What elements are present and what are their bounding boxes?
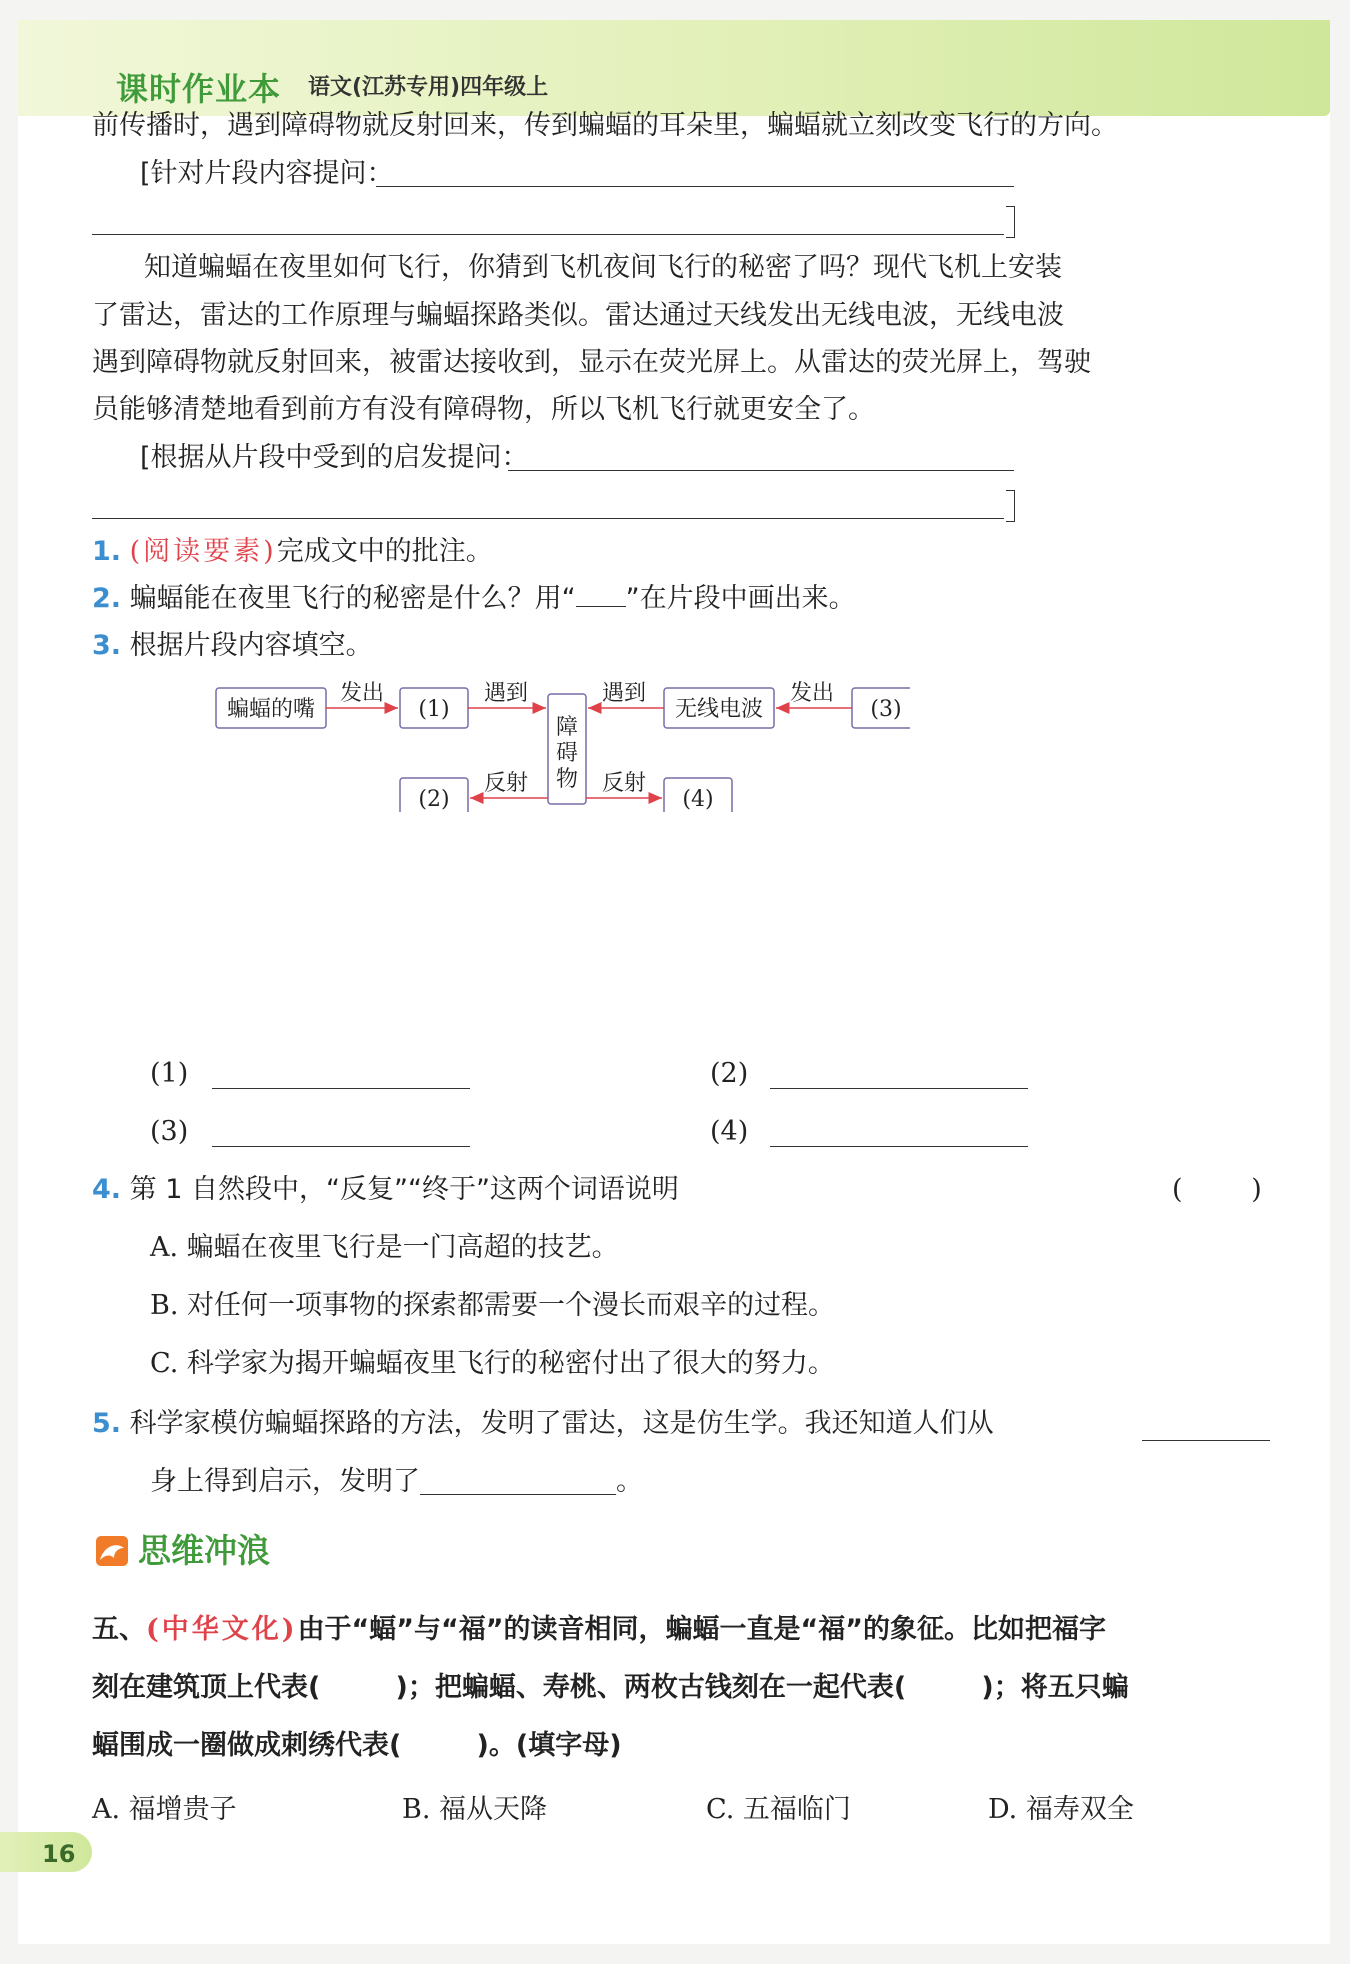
question-text: 。 [616,1466,643,1497]
answer-line-5b[interactable] [420,1468,616,1495]
blank-4-label: (4) [682,787,714,812]
question-number: 5. [92,1408,122,1439]
question-number: 2. [92,583,122,614]
option-d: D. 福寿双全 [988,1794,1134,1825]
bat-mouth-label: 蝙蝠的嘴 [226,697,316,722]
question-number: 3. [92,630,122,661]
answer-label-2: (2) [710,1058,749,1089]
answer-paren[interactable]: ( ) [1172,1174,1262,1205]
wave-icon [96,1536,128,1566]
section-title: 思维冲浪 [138,1531,270,1570]
answer-line[interactable] [376,186,1014,187]
underline-sample [576,586,626,607]
bracket-close [1006,490,1015,522]
question-text: 由于“蝠”与“福”的读音相同，蝙蝠一直是“福”的象征。比如把福字 [297,1614,1107,1645]
question-tag: (阅读要素) [129,536,277,567]
page-number: 16 [42,1840,76,1868]
book-subtitle: 语文(江苏专用)四年级上 [308,75,549,100]
question-text: 根据片段内容填空。 [129,630,373,661]
passage-line: 了雷达，雷达的工作原理与蝙蝠探路类似。雷达通过天线发出无线电波，无线电波 [92,300,1064,331]
question-text: 第 1 自然段中，“反复”“终于”这两个词语说明 [129,1174,679,1205]
answer-line-2[interactable] [770,1088,1028,1089]
answer-line-5a[interactable] [1142,1440,1270,1441]
question-number: 4. [92,1174,122,1205]
question-five-line-1 [92,1616,1106,1643]
passage-line: 知道蝙蝠在夜里如何飞行，你猜到飞机夜间飞行的秘密了吗？现代飞机上安装 [144,252,1062,283]
option-a: A. 福增贵子 [92,1794,237,1825]
passage-line: 遇到障碍物就反射回来，被雷达接收到，显示在荧光屏上。从雷达的荧光屏上，驾驶 [92,347,1091,378]
answer-line[interactable] [92,518,1004,519]
question-number: 五、 [92,1614,146,1645]
question-five-line-2: 刻在建筑顶上代表( )；把蝙蝠、寿桃、两枚古钱刻在一起代表( )；将五只蝙 [92,1672,1129,1703]
question-text: 蝙蝠能在夜里飞行的秘密是什么？用“ [129,583,576,614]
book-title: 课时作业本 [116,70,282,108]
blank-2-label: (2) [418,787,450,812]
question-text: 身上得到启示，发明了 [150,1466,420,1497]
question-3 [92,632,373,659]
answer-label-4: (4) [710,1116,749,1147]
answer-line-1[interactable] [212,1088,470,1089]
option-c: C. 科学家为揭开蝙蝠夜里飞行的秘密付出了很大的努力。 [150,1348,835,1379]
passage-line: 员能够清楚地看到前方有没有障碍物，所以飞机飞行就更安全了。 [92,394,875,425]
question-tag: (中华文化) [146,1614,298,1645]
label-reflect-left: 反射 [483,771,529,796]
question-5-line-2 [150,1468,643,1495]
answer-line-4[interactable] [770,1146,1028,1147]
option-b: B. 福从天降 [402,1794,548,1825]
question-2 [92,585,856,612]
obstacle-char: 障 [555,715,579,740]
question-4 [92,1176,679,1203]
answer-line[interactable] [92,234,1004,235]
radio-wave-label: 无线电波 [674,697,764,722]
flow-diagram [210,672,910,812]
label-reflect-right: 反射 [601,771,647,796]
label-emit-right: 发出 [789,681,835,706]
answer-line-3[interactable] [212,1146,470,1147]
question-5 [92,1410,994,1437]
label-meet-right: 遇到 [601,681,647,706]
question-1 [92,538,493,565]
option-a: A. 蝙蝠在夜里飞行是一门高超的技艺。 [150,1232,619,1263]
annotation-prompt-1: [针对片段内容提问： [140,158,394,189]
question-five-line-3: 蝠围成一圈做成刺绣代表( )。(填字母) [92,1730,622,1761]
question-text: 科学家模仿蝙蝠探路的方法，发明了雷达，这是仿生学。我还知道人们从 [129,1408,994,1439]
question-text: 完成文中的批注。 [276,536,493,567]
blank-3-label: (3) [870,697,902,722]
option-c: C. 五福临门 [706,1794,851,1825]
answer-label-1: (1) [150,1058,189,1089]
answer-label-3: (3) [150,1116,189,1147]
passage-line: 前传播时，遇到障碍物就反射回来，传到蝙蝠的耳朵里，蝙蝠就立刻改变飞行的方向。 [92,110,1118,141]
obstacle-char: 物 [555,767,579,792]
blank-1-label: (1) [418,697,450,722]
bracket-close [1006,206,1015,238]
question-text: ”在片段中画出来。 [625,583,856,614]
question-number: 1. [92,536,122,567]
label-emit-left: 发出 [339,681,385,706]
option-b: B. 对任何一项事物的探索都需要一个漫长而艰辛的过程。 [150,1290,836,1321]
obstacle-char: 碍 [555,741,579,766]
answer-line[interactable] [508,470,1014,471]
label-meet-left: 遇到 [483,681,529,706]
annotation-prompt-2: [根据从片段中受到的启发提问： [140,442,529,473]
